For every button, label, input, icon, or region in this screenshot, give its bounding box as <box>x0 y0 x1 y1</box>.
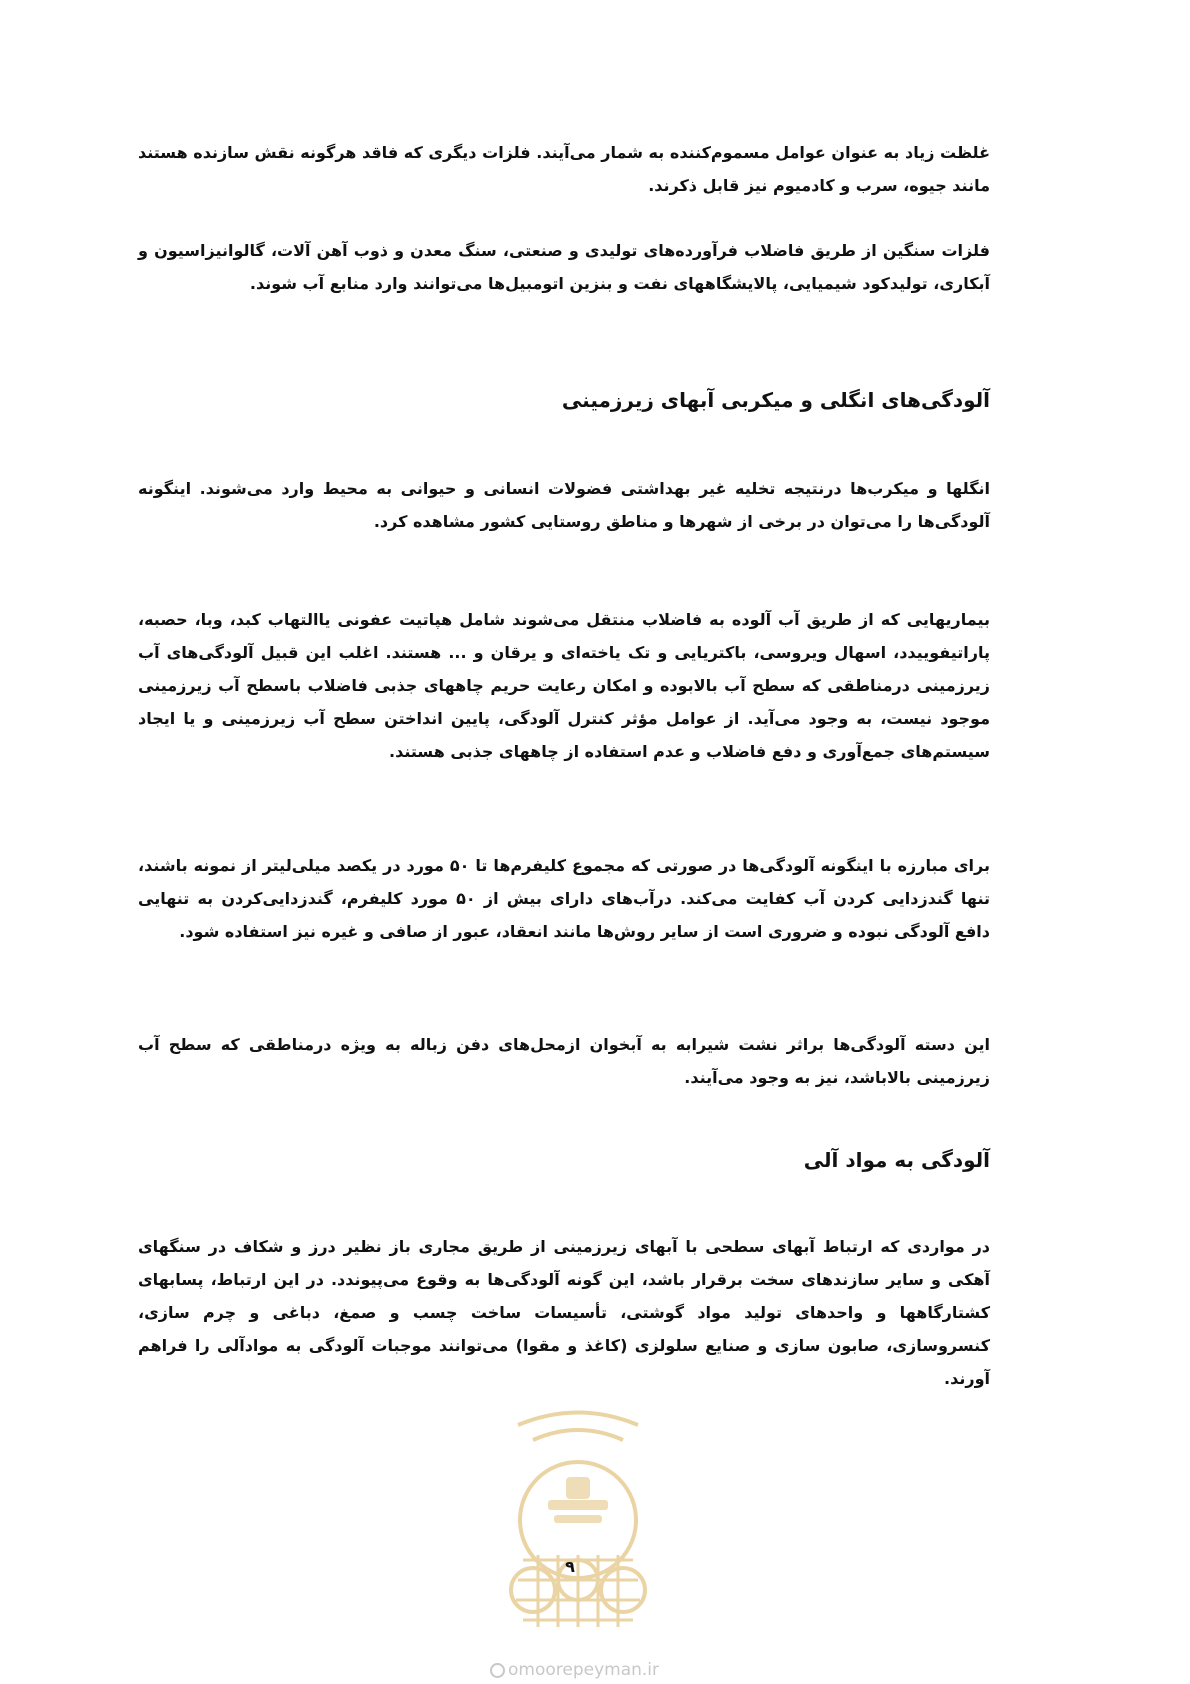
globe-icon <box>490 1663 505 1678</box>
site-url-watermark <box>490 1660 690 1680</box>
paragraph-disinfection: برای مبارزه با اینگونه آلودگی‌ها در صورتی که مجموع کلیفرم‌ها تا ۵۰ مورد در یکصد میلی‌لیتر از نمونه باشند، تنها گندزدایی کردن آب کفایت می‌کند. درآب‌های دارای بیش از ۵۰ مورد کلیفرم، گندزدایی‌کردن به تنهایی دافع آلودگی نبوده و ضروری است از سایر روش‌ها مانند انعقاد، عبور از صافی و غیره نیز استفاده شود. <box>138 856 991 941</box>
paragraph-organic-sources: در مواردی که ارتباط آبهای سطحی با آبهای زیرزمینی از طریق مجاری باز نظیر درز و شکاف در سنگهای آهکی و سایر سازندهای سخت برقرار باشد، این گونه آلودگی‌ها به وقوع می‌پیوندد. در این ارتباط، پسابهای کشتارگاهها و واحدهای تولید مواد گوشتی، تأسیسات ساخت چسب و صمغ، دباغی و چرم سازی، کنسروسازی، صابون سازی و صنایع سلولزی (کاغذ و مقوا) می‌توانند موجبات آلودگی به موادآلی را فراهم آورند. <box>138 1237 990 1388</box>
paragraph-metals-toxic: غلظت زیاد به عنوان عوامل مسموم‌کننده به شمار می‌آیند. فلزات دیگری که فاقد هرگونه نقش سازنده هستند مانند جیوه، سرب و کادمیوم نیز قابل ذکرند. <box>138 143 990 195</box>
paragraph-waterborne-diseases: بیماریهایی که از طریق آب آلوده به فاضلاب منتقل می‌شوند شامل هپاتیت عفونی یاالتهاب کبد، وبا، حصبه، پاراتیفوییدد، اسهال ویروسی، باکتریایی و تک یاخته‌ای و یرقان و ... هستند. اغلب این قبیل آلودگی‌های آب زیرزمینی درمناطقی که سطح آب بالابوده و امکان رعایت حریم چاههای جذبی فاضلاب باسطح آب زیرزمینی موجود نیست، به وجود می‌آید. از عوامل مؤثر کنترل آلودگی، پایین انداختن سطح آب زیرزمینی و یا ایجاد سیستم‌های جمع‌آوری و دفع فاضلاب و عدم استفاده از چاههای جذبی هستند. <box>138 610 990 761</box>
paragraph-leachate: این دسته آلودگی‌ها براثر نشت شیرابه به آبخوان ازمحل‌های دفن زباله به ویژه درمناطقی که سطح آب زیرزمینی بالاباشد، نیز به وجود می‌آیند. <box>138 1035 990 1087</box>
heading-parasitic-microbial: آلودگی‌های انگلی و میکربی آبهای زیرزمینی <box>561 388 990 412</box>
paragraph-heavy-metals-sources: فلزات سنگین از طریق فاضلاب فرآورده‌های تولیدی و صنعتی، سنگ معدن و ذوب آهن آلات، گالوانیزاسیون و آبکاری، تولیدکود شیمیایی، پالایشگاههای نفت و بنزین اتومبیل‌ها می‌توانند وارد منابع آب شوند. <box>138 241 990 293</box>
heading-organic-pollution: آلودگی به مواد آلی <box>803 1148 990 1172</box>
watermark-seal-icon <box>478 1405 678 1635</box>
page-number: ۹ <box>565 1557 575 1576</box>
site-url-text: omoorepeyman.ir <box>508 1660 660 1680</box>
paragraph-parasites-microbes: انگلها و میکرب‌ها درنتیجه تخلیه غیر بهداشتی فضولات انسانی و حیوانی به محیط وارد می‌شوند. اینگونه آلودگی‌ها را می‌توان در برخی از شهرها و مناطق روستایی کشور مشاهده کرد. <box>138 479 990 531</box>
